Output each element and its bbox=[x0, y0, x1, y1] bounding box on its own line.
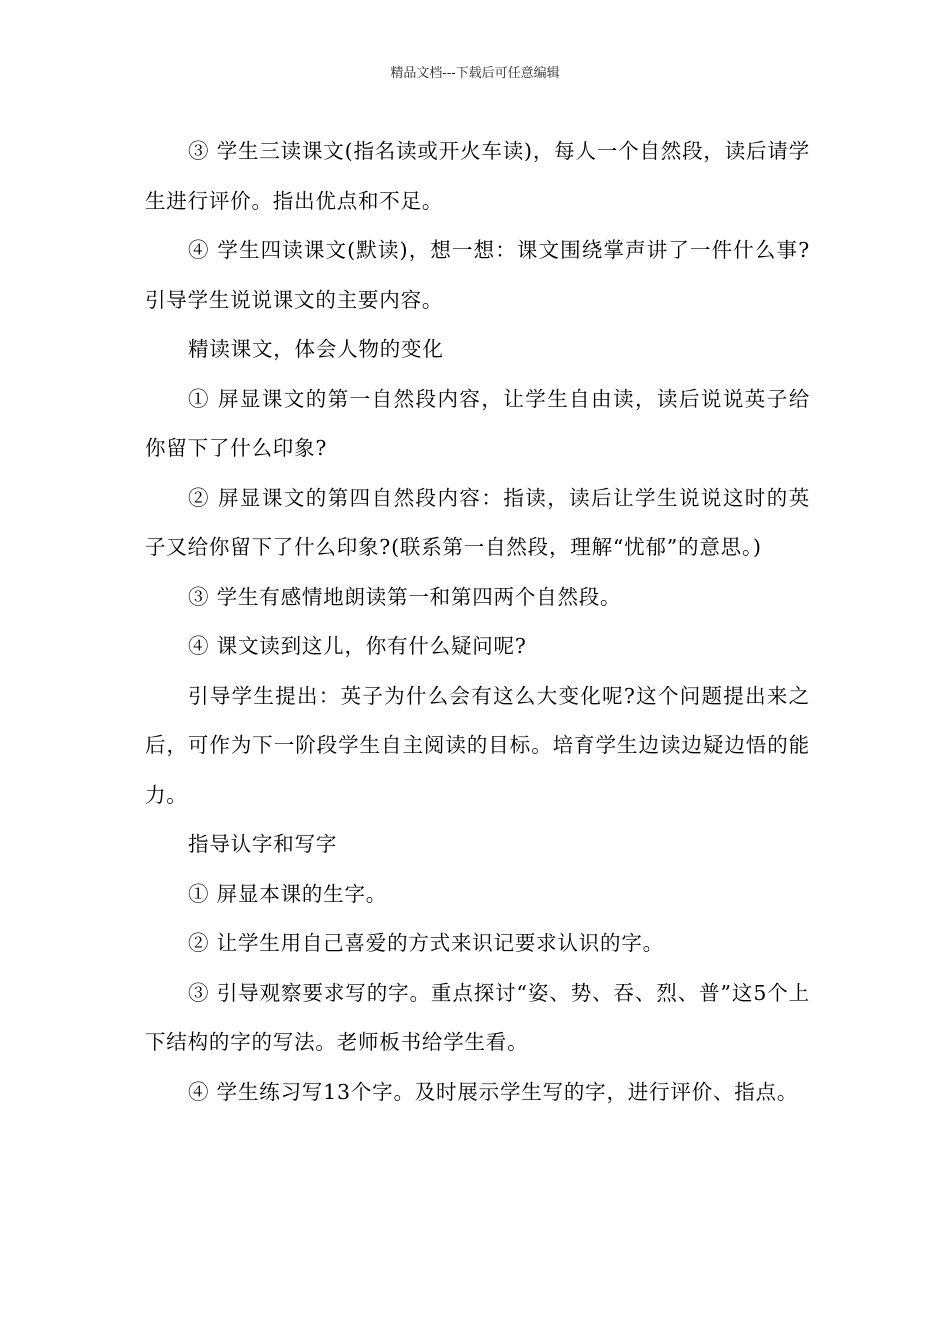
paragraph-questions: ④ 课文读到这儿，你有什么疑问呢? bbox=[188, 634, 527, 658]
paragraph-third-reading: ③ 学生三读课文(指名读或开火车读)，每人一个自然段，读后请学生进行评价。指出优点和不足。 bbox=[145, 139, 810, 213]
page-header: 精品文档---下载后可任意编辑 bbox=[390, 66, 560, 81]
paragraph-fourth-reading: ④ 学生四读课文(默读)，想一想：课文围绕掌声讲了一件什么事?引导学生说说课文的主要内容。 bbox=[145, 238, 810, 312]
paragraph-guide-questions: 引导学生提出：英子为什么会有这么大变化呢?这个问题提出来之后，可作为下一阶段学生自主阅读的目标。培育学生边读边疑边悟的能力。 bbox=[145, 683, 810, 807]
section-heading-characters: 指导认字和写字 bbox=[188, 832, 338, 856]
section-heading-close-reading: 精读课文，体会人物的变化 bbox=[188, 337, 444, 361]
paragraph-first-section-display: ① 屏显课文的第一自然段内容，让学生自由读，读后说说英子给你留下了什么印象? bbox=[145, 386, 810, 460]
document-body bbox=[145, 127, 810, 1117]
paragraph-memorize-characters: ② 让学生用自己喜爱的方式来识记要求认识的字。 bbox=[188, 931, 664, 955]
paragraph-display-characters: ① 屏显本课的生字。 bbox=[188, 881, 388, 906]
paragraph-emotional-reading: ③ 学生有感情地朗读第一和第四两个自然段。 bbox=[188, 584, 622, 609]
paragraph-observe-characters: ③ 引导观察要求写的字。重点探讨“姿、势、吞、烈、普”这5个上下结构的字的写法。老师板书给学生看。 bbox=[145, 980, 810, 1054]
paragraph-fourth-section-display: ② 屏显课文的第四自然段内容：指读，读后让学生说说这时的英子又给你留下了什么印象?(联系第一自然段，理解“忧郁”的意思。) bbox=[145, 485, 810, 559]
paragraph-practice-writing: ④ 学生练习写13个字。及时展示学生写的字，进行评价、指点。 bbox=[188, 1079, 799, 1104]
